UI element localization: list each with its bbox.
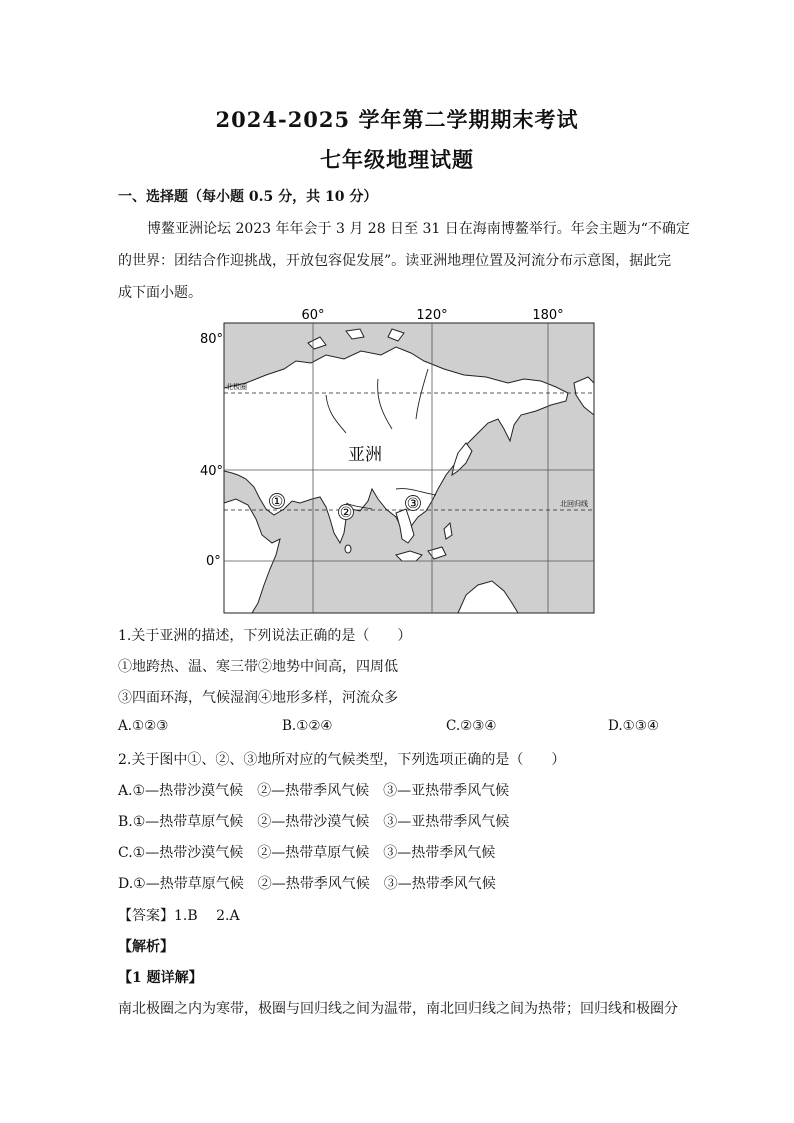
page-subtitle: 七年级地理试题 [320, 147, 474, 172]
q2-stem: 2.关于图中①、②、③地所对应的气候类型，下列选项正确的是（ ） [118, 752, 566, 768]
detail-heading: 【1 题详解】 [118, 970, 203, 986]
q1-option-d: D.①③④ [608, 718, 659, 734]
q2-option-d: D.①—热带草原气候 ②—热带季风气候 ③—热带季风气候 [118, 876, 496, 892]
lon-label-120: 120° [416, 308, 448, 323]
analysis-heading: 【解析】 [118, 939, 174, 955]
q1-option-c: C.②③④ [446, 718, 497, 734]
lon-label-60: 60° [301, 308, 325, 323]
lat-label-0: 0° [206, 554, 221, 569]
map-frame [224, 323, 594, 613]
page-title: 2024-2025 学年第二学期期末考试 [215, 107, 579, 132]
answer-line: 【答案】1.B 2.A [118, 908, 240, 924]
section-heading: 一、选择题（每小题 0.5 分，共 10 分） [118, 189, 378, 205]
detail-line: 南北极圈之内为寒带，极圈与回归线之间为温带，南北回归线之间为热带；回归线和极圈分 [118, 1001, 678, 1017]
asia-map [196, 303, 606, 615]
q1-option-b: B.①②④ [282, 718, 333, 734]
q1-stem: 1.关于亚洲的描述，下列说法正确的是（ ） [118, 628, 412, 644]
lat-label-40: 40° [200, 464, 224, 479]
sri-lanka [345, 545, 351, 553]
marker-2 [339, 505, 354, 522]
lat-label-80: 80° [200, 332, 224, 347]
q2-option-c: C.①—热带沙漠气候 ②—热带草原气候 ③—热带季风气候 [118, 845, 496, 861]
q2-option-b: B.①—热带草原气候 ②—热带沙漠气候 ③—亚热带季风气候 [118, 814, 510, 830]
q1-statement-1: ①地跨热、温、寒三带②地势中间高，四周低 [118, 659, 398, 675]
lon-label-180: 180° [532, 308, 564, 323]
continent-label: 亚洲 [348, 445, 382, 465]
arctic-circle-label: 北极圈 [226, 383, 247, 391]
marker-3 [406, 496, 421, 513]
marker-1 [270, 494, 285, 511]
intro-line-1: 博鳌亚洲论坛 2023 年年会于 3 月 28 日至 31 日在海南博鳌举行。年会主题为“不确定 [147, 221, 690, 237]
q2-option-a: A.①—热带沙漠气候 ②—热带季风气候 ③—亚热带季风气候 [118, 783, 510, 799]
q1-statement-2: ③四面环海，气候湿润④地形多样，河流众多 [118, 690, 398, 706]
marker-1-label: ① [270, 494, 284, 510]
intro-line-2: 的世界：团结合作迎挑战，开放包容促发展”。读亚洲地理位置及河流分布示意图，据此完 [118, 253, 672, 269]
tropic-label: 北回归线 [560, 500, 588, 508]
q1-option-a: A.①②③ [118, 718, 169, 734]
marker-2-label: ② [339, 505, 353, 521]
intro-line-3: 成下面小题。 [118, 285, 202, 301]
marker-3-label: ③ [406, 496, 420, 512]
